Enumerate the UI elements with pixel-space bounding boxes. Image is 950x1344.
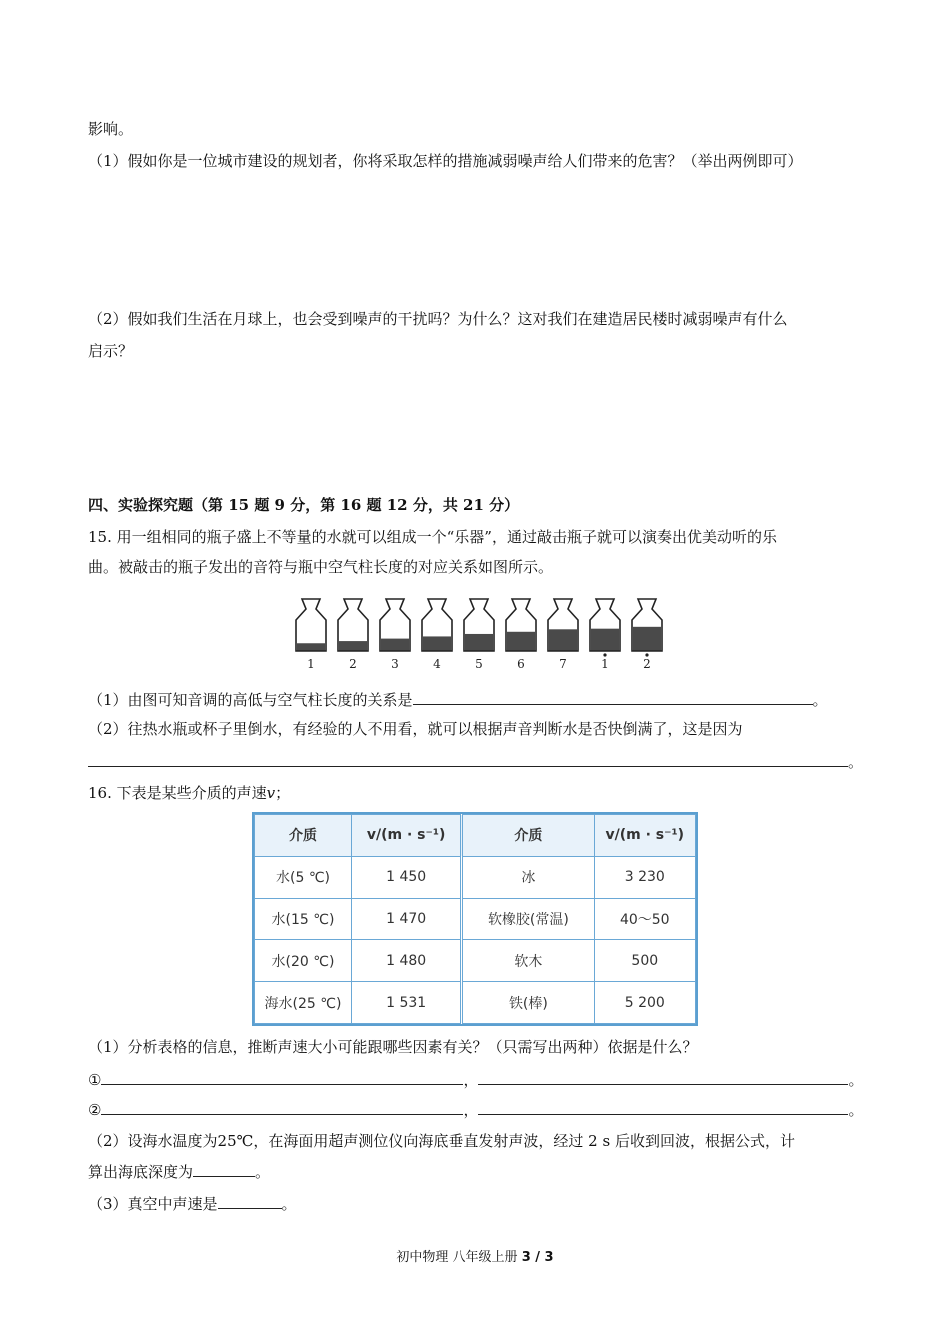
note-label: 2 [643, 657, 651, 671]
note-label: 2 [349, 657, 357, 671]
table-cell: 40～50 [594, 898, 695, 940]
table-row [255, 940, 696, 982]
bottle-water [507, 632, 535, 651]
period: 。 [281, 1195, 297, 1213]
note-label: 5 [475, 657, 483, 671]
comma: ， [463, 1101, 479, 1119]
table-cell: 铁(棒) [462, 982, 594, 1024]
note-label: 7 [559, 657, 567, 671]
period: 。 [848, 1071, 864, 1089]
table-cell: 500 [594, 940, 695, 982]
period: 。 [848, 1101, 864, 1119]
table-cell: 水(15 ℃) [255, 898, 352, 940]
page-number: 3 / 3 [521, 1250, 554, 1265]
table-cell: 水(5 ℃) [255, 856, 352, 898]
note-label: 3 [391, 657, 399, 671]
table-header: 介质 [255, 815, 352, 857]
table-header: v/(m · s⁻¹) [352, 815, 462, 857]
table-cell: 3 230 [594, 856, 695, 898]
period: 。 [812, 691, 828, 709]
table-row [255, 898, 696, 940]
question-16 [88, 782, 862, 804]
question-16-3-text: （3）真空中声速是 [88, 1195, 218, 1213]
answer-blank-16-1b-factor[interactable] [101, 1098, 463, 1115]
high-octave-dot [645, 653, 648, 656]
question-16-3 [88, 1192, 862, 1215]
table-cell: 5 200 [594, 982, 695, 1024]
answer-blank-15-2[interactable] [88, 750, 848, 767]
table-cell: 海水(25 ℃) [255, 982, 352, 1024]
table-cell: 1 450 [352, 856, 462, 898]
question-15-line2: 曲。被敲击的瓶子发出的音符与瓶中空气柱长度的对应关系如图所示。 [88, 558, 554, 576]
circle-number-2: ② [88, 1101, 102, 1119]
sound-speed-table [252, 812, 698, 1026]
table-cell: 1 470 [352, 898, 462, 940]
circle-number-1: ① [88, 1071, 102, 1089]
bottle-water [297, 643, 325, 651]
table-header: 介质 [462, 815, 594, 857]
answer-line-15-2 [88, 750, 862, 773]
table-header-row [255, 815, 696, 857]
answer-blank-16-2[interactable] [193, 1160, 255, 1177]
bottle-water [549, 629, 577, 651]
question-16-2-text: 算出海底深度为 [88, 1163, 194, 1181]
comma: ， [463, 1071, 479, 1089]
table-row [255, 982, 696, 1024]
table-cell: 水(20 ℃) [255, 940, 352, 982]
answer-blank-16-1a-factor[interactable] [101, 1068, 463, 1085]
table-cell: 冰 [462, 856, 594, 898]
footer-text: 初中物理 八年级上册 [396, 1250, 518, 1265]
answer-line-16-1a [88, 1068, 862, 1091]
page-footer [0, 1246, 950, 1265]
bottle-water [633, 627, 661, 651]
note-label: 1 [307, 657, 315, 671]
bottle-water [423, 636, 451, 651]
table-cell: 1 480 [352, 940, 462, 982]
answer-blank-16-1b-reason[interactable] [478, 1098, 848, 1115]
answer-blank-16-3[interactable] [218, 1192, 282, 1209]
section-four-heading: 四、实验探究题（第 15 题 9 分，第 16 题 12 分，共 21 分） [88, 496, 520, 514]
question-15-line1: 15. 用一组相同的瓶子盛上不等量的水就可以组成一个“乐器”，通过敲击瓶子就可以演奏出优美动听的乐 [88, 528, 777, 546]
bottle-water [465, 634, 493, 651]
question-15-2: （2）往热水瓶或杯子里倒水，有经验的人不用看，就可以根据声音判断水是否快倒满了，这是因为 [88, 720, 743, 738]
question-15-1 [88, 688, 862, 711]
question-16-2-line1: （2）设海水温度为25℃，在海面用超声测位仪向海底垂直发射声波，经过 2 s 后收到回波，根据公式，计 [88, 1132, 795, 1150]
period: 。 [255, 1163, 271, 1181]
note-label: 6 [517, 657, 525, 671]
bottles-figure [292, 596, 668, 672]
text-line-affect: 影响。 [88, 120, 134, 138]
bottle-outline [296, 599, 326, 651]
bottle-water [339, 641, 367, 651]
question-q2-line2: 启示？ [88, 342, 134, 360]
table-cell: 软木 [462, 940, 594, 982]
question-16-1: （1）分析表格的信息，推断声速大小可能跟哪些因素有关？（只需写出两种）依据是什么？ [88, 1038, 698, 1056]
bottle-water [381, 639, 409, 651]
note-label: 4 [433, 657, 441, 671]
question-16-2-line2 [88, 1160, 862, 1183]
table-cell: 软橡胶(常温) [462, 898, 594, 940]
question-15-1-text: （1）由图可知音调的高低与空气柱长度的关系是 [88, 691, 413, 709]
period: 。 [848, 753, 864, 771]
velocity-symbol: v [266, 784, 276, 802]
answer-line-16-1b [88, 1098, 862, 1121]
note-label: 1 [601, 657, 609, 671]
semicolon: ； [275, 784, 291, 802]
bottle-water [591, 629, 619, 651]
table-header: v/(m · s⁻¹) [594, 815, 695, 857]
question-q2-line1: （2）假如我们生活在月球上，也会受到噪声的干扰吗？为什么？这对我们在建造居民楼时减弱噪声有什么 [88, 310, 788, 328]
table-cell: 1 531 [352, 982, 462, 1024]
answer-blank-15-1[interactable] [413, 688, 813, 705]
high-octave-dot [603, 653, 606, 656]
question-q1: （1）假如你是一位城市建设的规划者，你将采取怎样的措施减弱噪声给人们带来的危害？（举出两例即可） [88, 152, 803, 170]
question-16-text: 16. 下表是某些介质的声速 [88, 784, 267, 802]
table-row [255, 856, 696, 898]
answer-blank-16-1a-reason[interactable] [478, 1068, 848, 1085]
